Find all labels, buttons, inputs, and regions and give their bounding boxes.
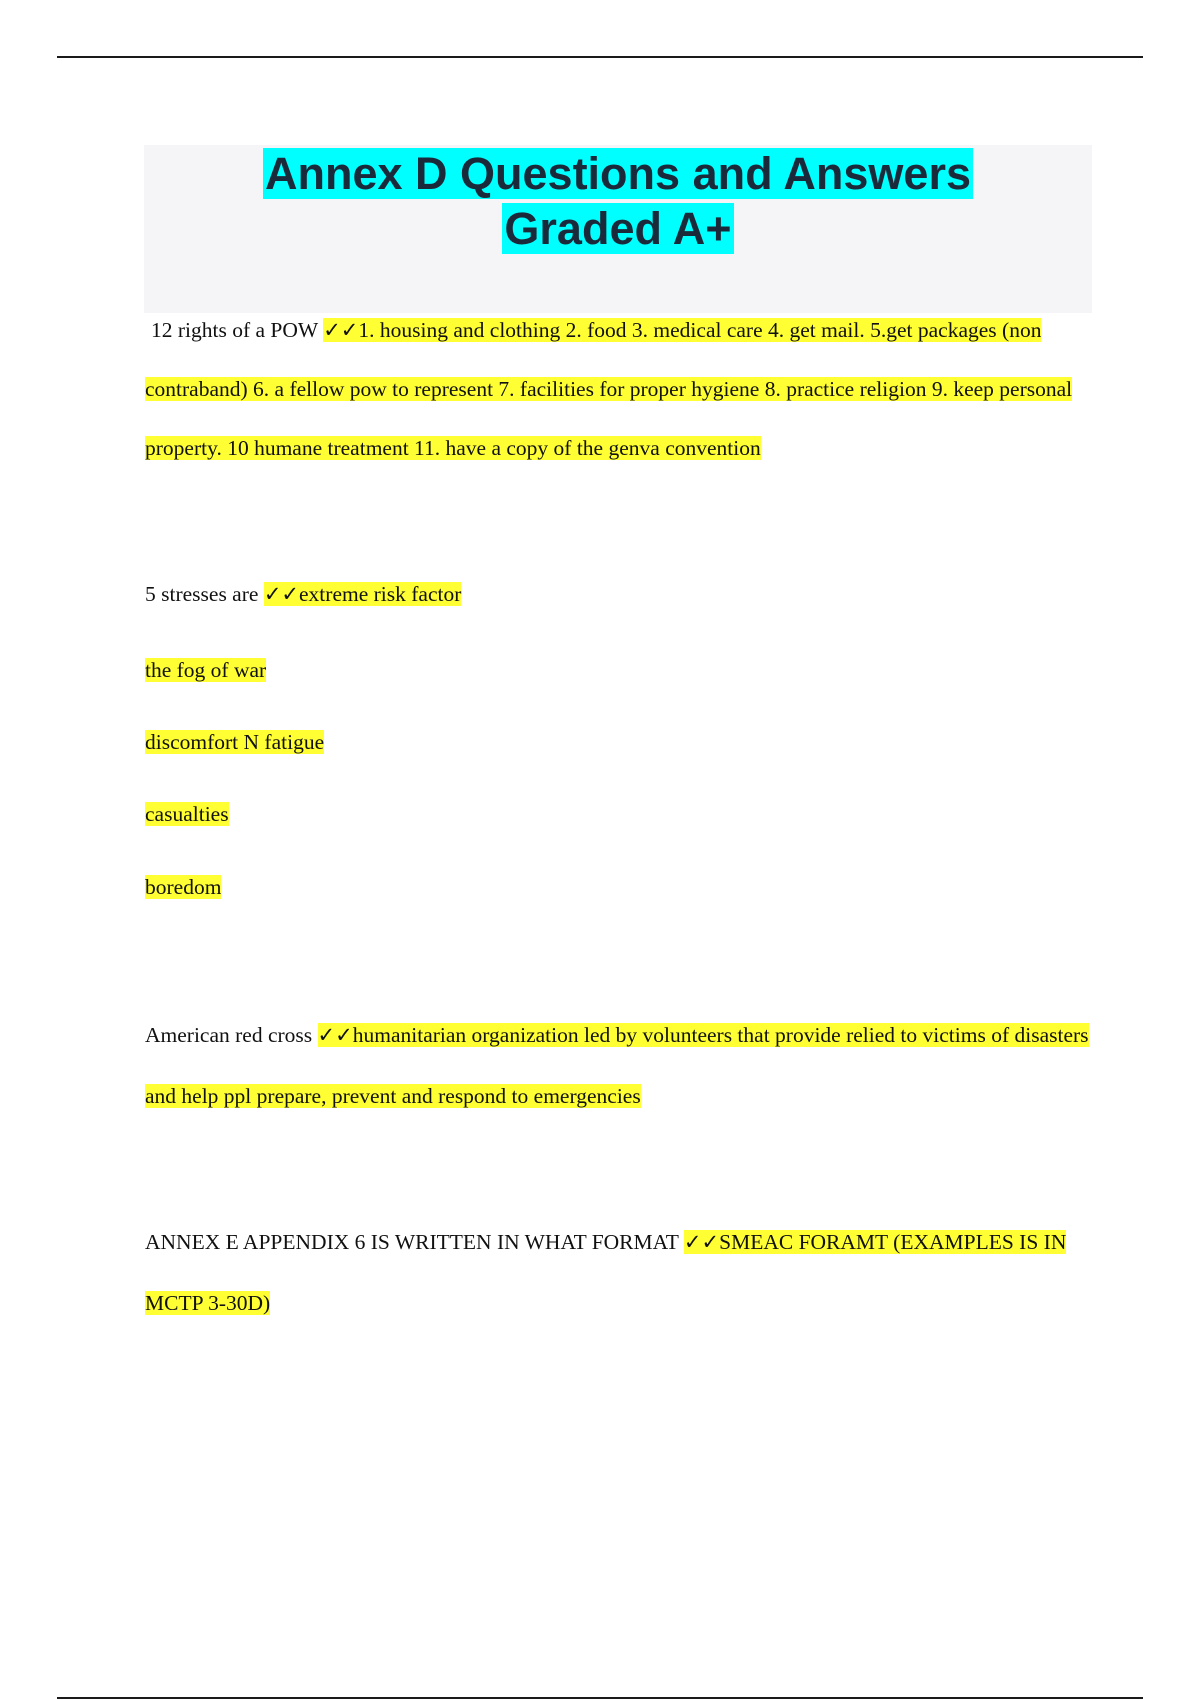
list-item: boredom [145,875,222,899]
answer-text: extreme risk factor [299,582,462,606]
qa-block-annex-e [145,1212,1095,1334]
question-text: 12 rights of a POW [151,318,318,342]
double-check-icon: ✓✓ [263,582,300,606]
list-item: the fog of war [145,658,267,682]
answer-text: humanitarian organization led by volunteers that provide relied to victims of disasters and help ppl prepare, prevent and respond to emergencies [145,1023,1089,1108]
answer-text: 1. housing and clothing 2. food 3. medical care 4. get mail. 5.get packages (non contraband) 6. a fellow pow to represent 7. facilities for proper hygiene 8. practice religion 9. keep personal property. 10 humane treatment 11. have a copy of the genva convention [145,318,1073,460]
answer-highlight [264,582,462,606]
page-title [144,146,1092,256]
question-text: ANNEX E APPENDIX 6 IS WRITTEN IN WHAT FORMAT [145,1230,679,1254]
title-line-2: Graded A+ [504,203,732,254]
list-item: discomfort N fatigue [145,730,325,754]
double-check-icon: ✓✓ [317,1023,353,1047]
qa-block-red-cross [145,1005,1095,1127]
qa-block-pow-rights [145,301,1095,478]
page-bottom-rule [57,1697,1143,1699]
answer-text: SMEAC FORAMT (EXAMPLES IS IN MCTP 3-30D) [145,1230,1067,1315]
double-check-icon: ✓✓ [683,1230,720,1254]
question-text: 5 stresses are [145,582,259,606]
question-text: American red cross [145,1023,313,1047]
page-top-rule [57,56,1143,58]
list-item: casualties [145,802,229,826]
double-check-icon: ✓✓ [323,318,359,342]
title-line-1: Annex D Questions and Answers [265,148,971,199]
qa-block-stresses [145,565,1095,623]
